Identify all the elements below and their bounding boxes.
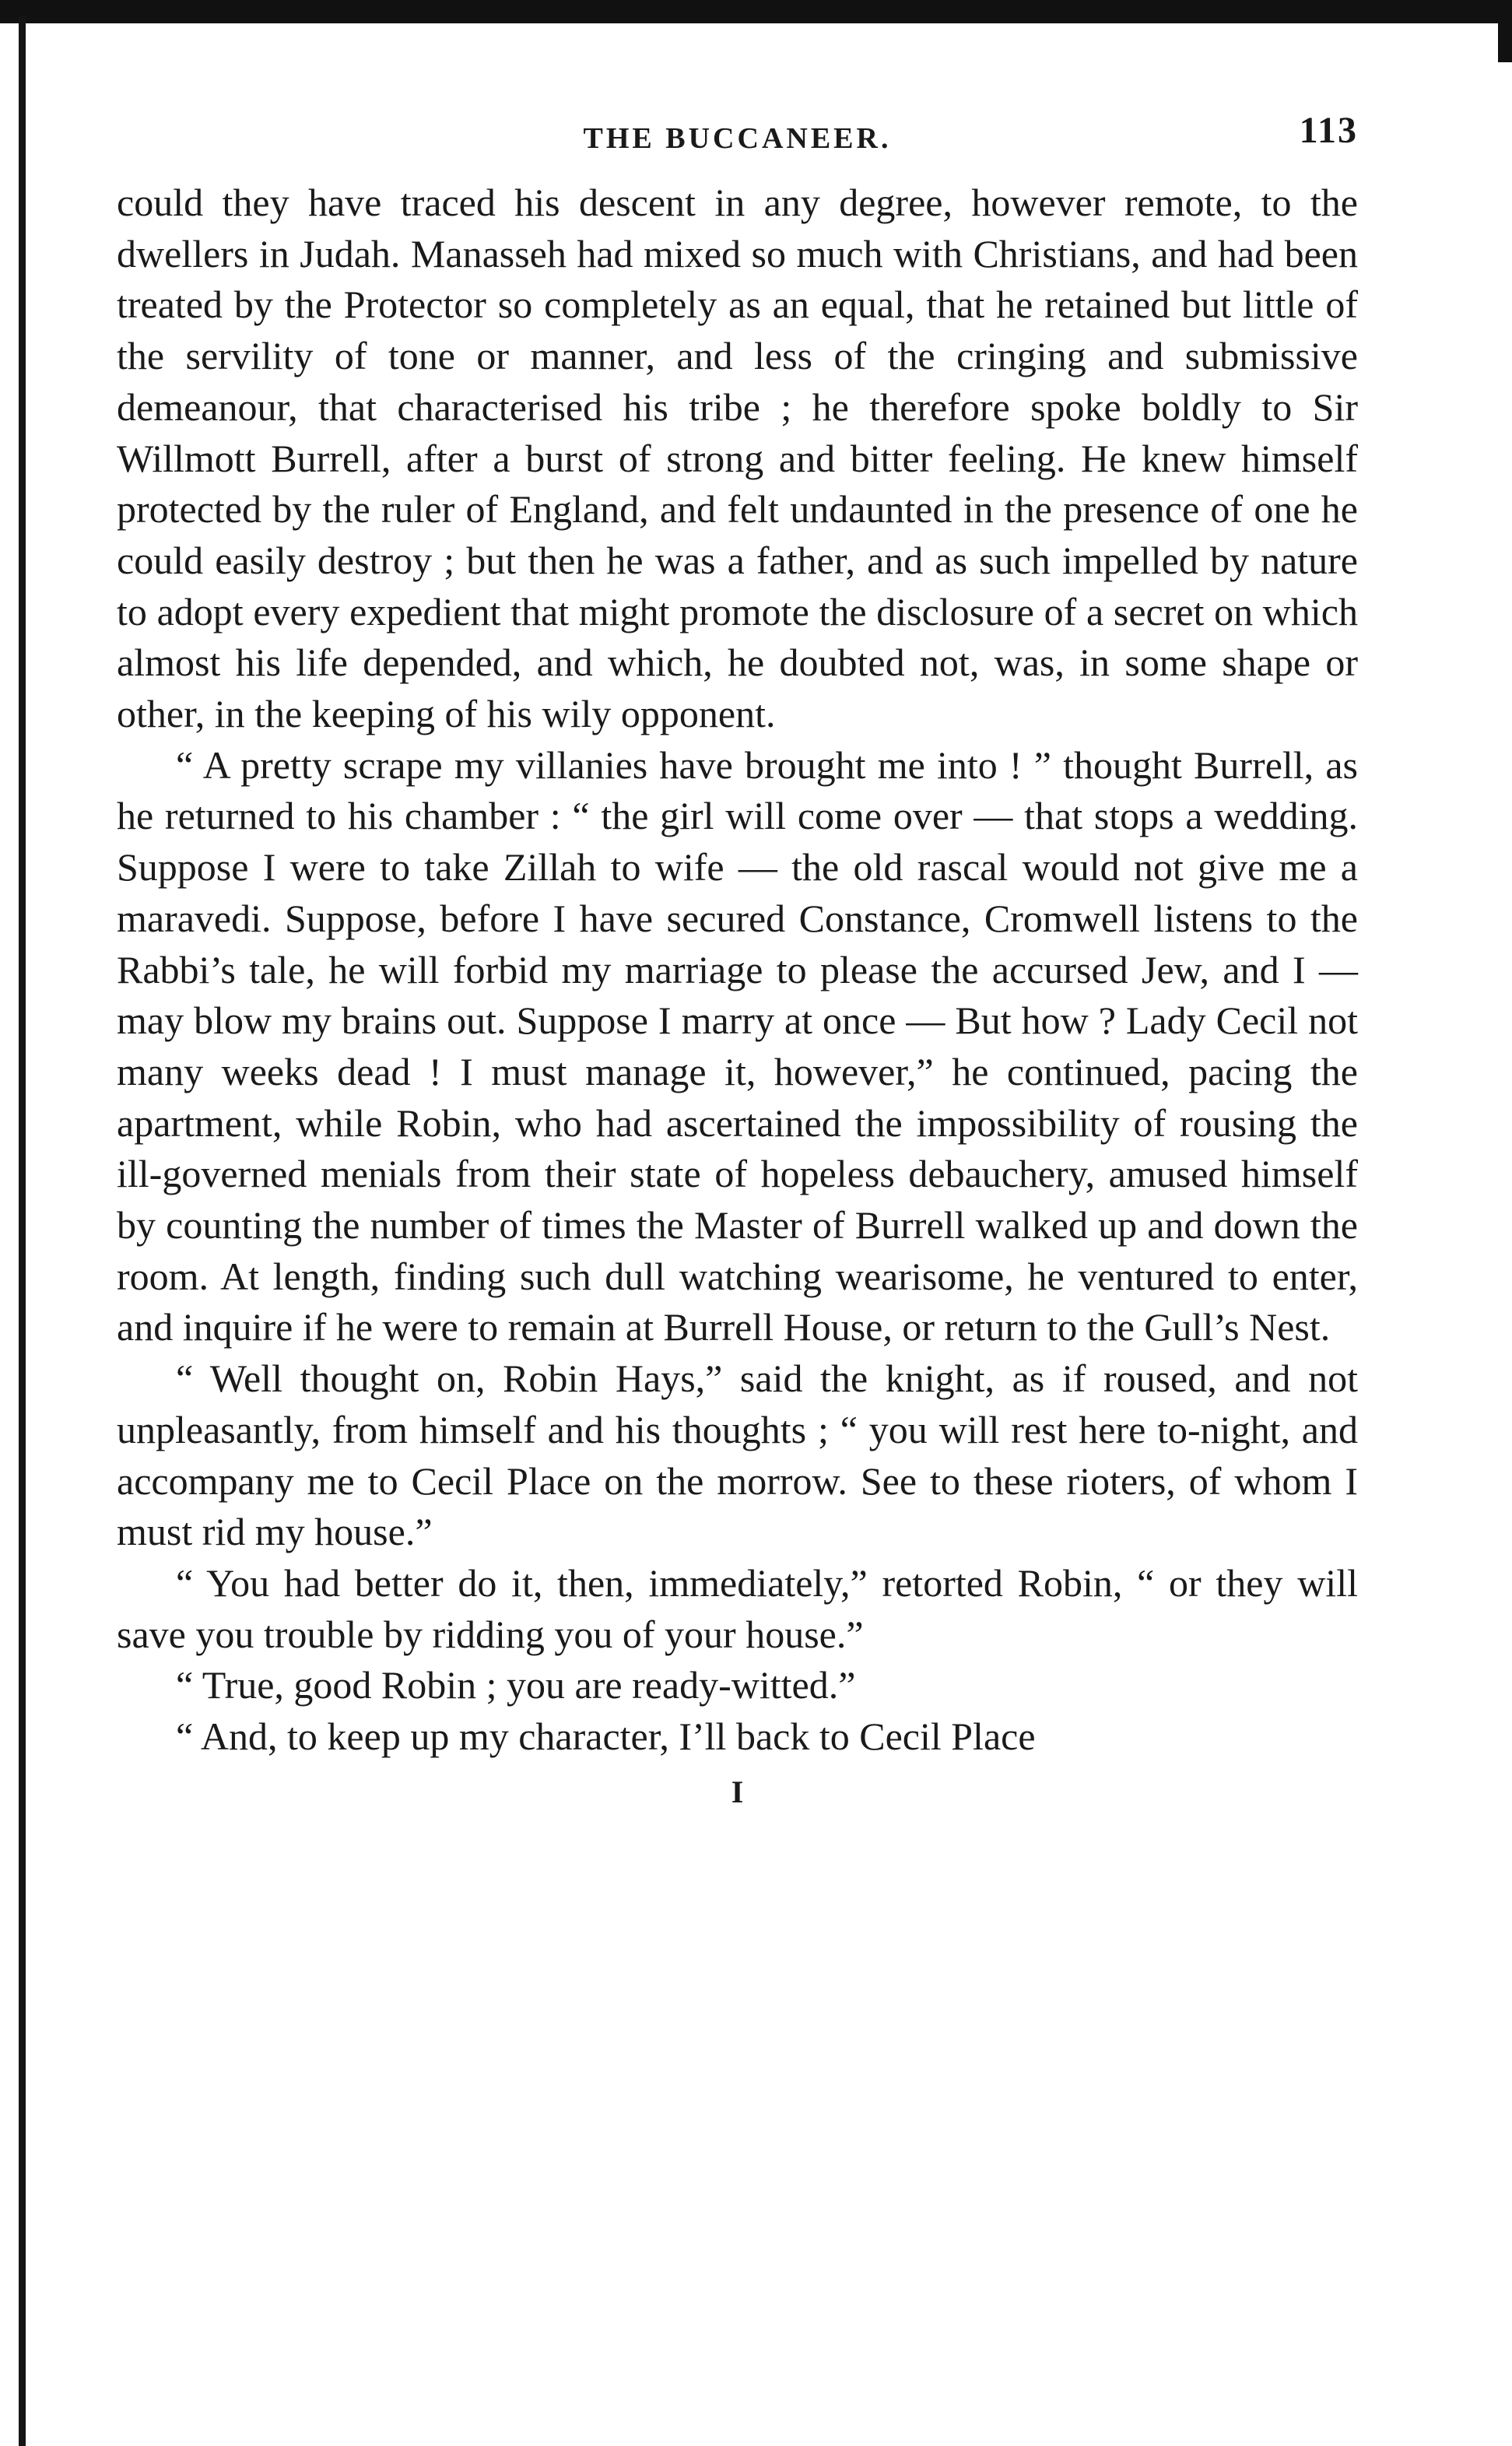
right-border-mark [1498, 0, 1512, 62]
paragraph-1: could they have traced his descent in any degree, however remote, to the dwellers in Judah. Manasseh had mixed so much with Christians, and had been treated by the Protector so completely as an equal, that he retained but little of the servility of tone or manner, and less of the cringing and submissive demeanour, that characterised his tribe ; he therefore spoke boldly to Sir Willmott Burrell, after a burst of strong and bitter feeling. He knew himself protected by the ruler of England, and felt undaunted in the presence of one he could easily destroy ; but then he was a father, and as such impelled by nature to adopt every expedient that might promote the disclosure of a secret on which almost his life depended, and which, he doubted not, was, in some shape or other, in the keeping of his wily opponent. [117, 181, 1358, 736]
running-head [117, 109, 1358, 163]
paragraph-6: “ And, to keep up my character, I’ll back to Cecil Place [176, 1714, 1036, 1759]
body-text [117, 177, 1358, 1763]
left-border-rule [19, 16, 26, 2446]
page-number: 113 [1299, 110, 1358, 151]
top-border-rule [0, 0, 1512, 23]
paragraph-3: “ Well thought on, Robin Hays,” said the knight, as if roused, and not unpleasantly, from himself and his thoughts ; “ you will rest here to-night, and accompany me to Cecil Place on the morrow. See to these rioters, of whom I must rid my house.” [117, 1356, 1358, 1554]
book-page [117, 109, 1358, 1810]
signature-mark: I [731, 1774, 744, 1809]
paragraph-5: “ True, good Robin ; you are ready-witted.” [176, 1663, 856, 1707]
paragraph-4: “ You had better do it, then, immediately,” retorted Robin, “ or they will save you trouble by ridding you of your house.” [117, 1560, 1358, 1656]
paragraph-2: “ A pretty scrape my villanies have brought me into ! ” thought Burrell, as he returned to his chamber : “ the girl will come over — that stops a wedding. Suppose I were to take Zillah to wife — the old rascal would not give me a maravedi. Suppose, before I have secured Constance, Cromwell listens to the Rabbi’s tale, he will forbid my marriage to please the accursed Jew, and I — may blow my brains out. Suppose I marry at once — But how ? Lady Cecil not many weeks dead ! I must manage it, however,” he continued, pacing the apartment, while Robin, who had ascertained the impossibility of rousing the ill-governed menials from their state of hopeless debauchery, amused himself by counting the number of times the Master of Burrell walked up and down the room. At length, finding such dull watching wearisome, he ventured to enter, and inquire if he were to remain at Burrell House, or return to the Gull’s Nest. [117, 742, 1358, 1349]
running-title: THE BUCCANEER. [583, 122, 892, 155]
